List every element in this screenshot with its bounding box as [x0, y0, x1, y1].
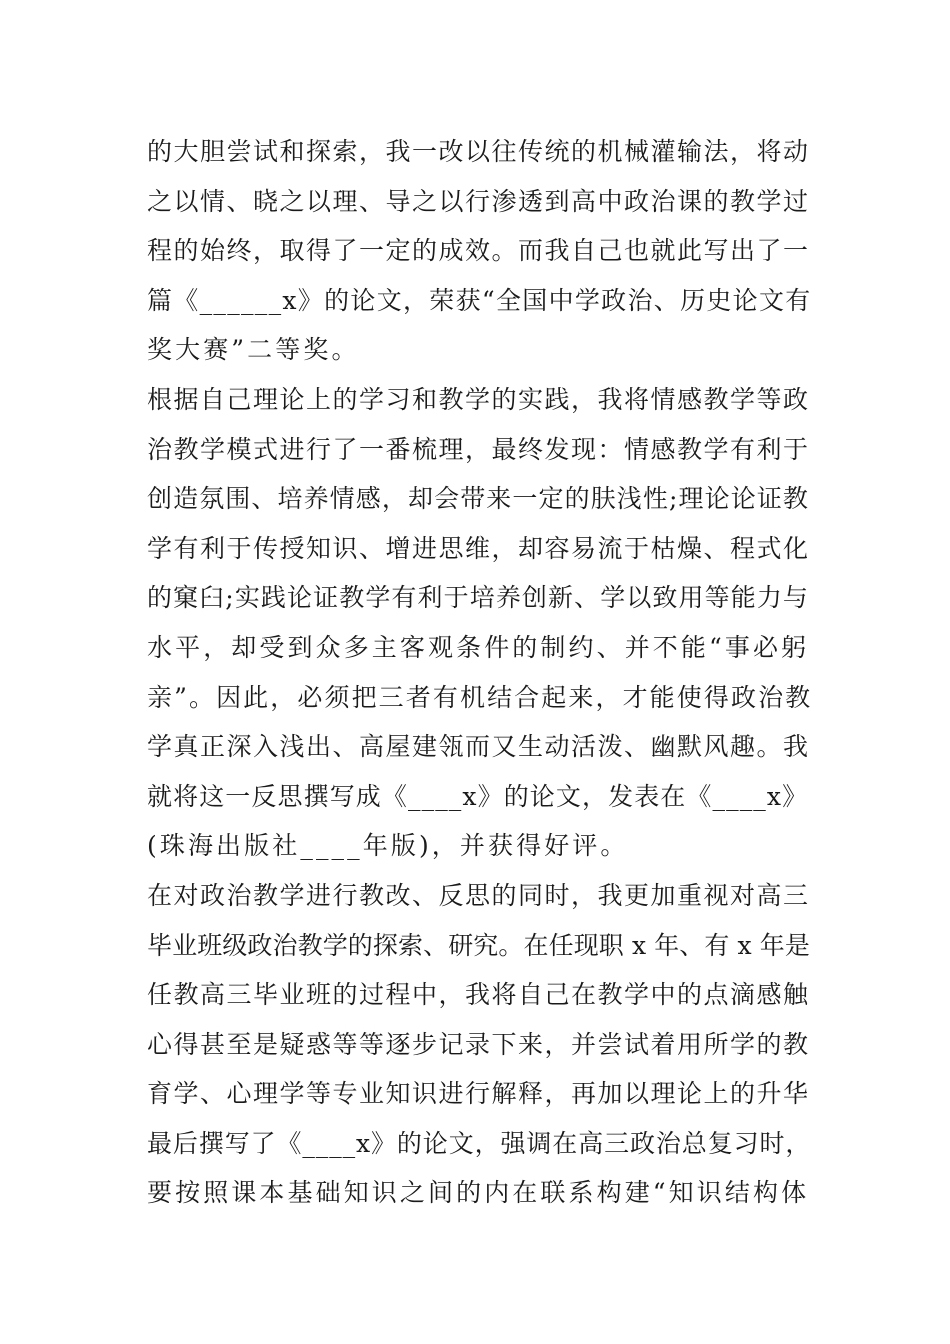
text-line: 的大胆尝试和探索，我一改以往传统的机械灌输法，将动 — [147, 137, 810, 166]
text-line: 任教高三毕业班的过程中，我将自己在教学中的点滴感触 — [147, 980, 810, 1010]
text-line: 毕业班级政治教学的探索、研究。在任现职 x 年、有 x 年是 — [147, 930, 810, 960]
text-line: 亲”。因此，必须把三者有机结合起来，才能使得政治教 — [147, 682, 813, 712]
text-line: 程的始终，取得了一定的成效。而我自己也就此写出了一 — [147, 236, 810, 266]
text-line: 创造氛围、培养情感，却会带来一定的肤浅性;理论论证教 — [147, 484, 810, 514]
text-line: 要按照课本基础知识之间的内在联系构建“知识结构体 — [147, 1178, 810, 1208]
text-line: 学真正深入浅出、高屋建瓴而又生动活泼、幽默风趣。我 — [147, 732, 810, 762]
text-line: 水平，却受到众多主客观条件的制约、并不能“事必躬 — [147, 632, 810, 662]
text-line: 就将这一反思撰写成《____x》的论文，发表在《____x》 — [147, 781, 809, 811]
text-line: 篇《______x》的论文，荣获“全国中学政治、历史论文有 — [147, 285, 812, 315]
text-line: 治教学模式进行了一番梳理，最终发现：情感教学有利于 — [147, 434, 810, 464]
text-line: 之以情、晓之以理、导之以行渗透到高中政治课的教学过 — [147, 186, 810, 216]
document-body — [147, 127, 812, 1218]
text-line: 的窠臼;实践论证教学有利于培养创新、学以致用等能力与 — [147, 583, 810, 613]
text-line: (珠海出版社____年版)，并获得好评。 — [147, 831, 629, 861]
text-line: 最后撰写了《____x》的论文，强调在高三政治总复习时， — [147, 1128, 812, 1158]
text-line: 心得甚至是疑惑等等逐步记录下来，并尝试着用所学的教 — [147, 1029, 810, 1059]
text-line: 育学、心理学等专业知识进行解释，再加以理论上的升华 — [147, 1079, 810, 1109]
text-line: 奖大赛”二等奖。 — [147, 335, 360, 365]
text-line: 根据自己理论上的学习和教学的实践，我将情感教学等政 — [147, 384, 810, 414]
text-line: 在对政治教学进行教改、反思的同时，我更加重视对高三 — [147, 880, 810, 910]
text-line: 学有利于传授知识、增进思维，却容易流于枯燥、程式化 — [147, 533, 810, 563]
